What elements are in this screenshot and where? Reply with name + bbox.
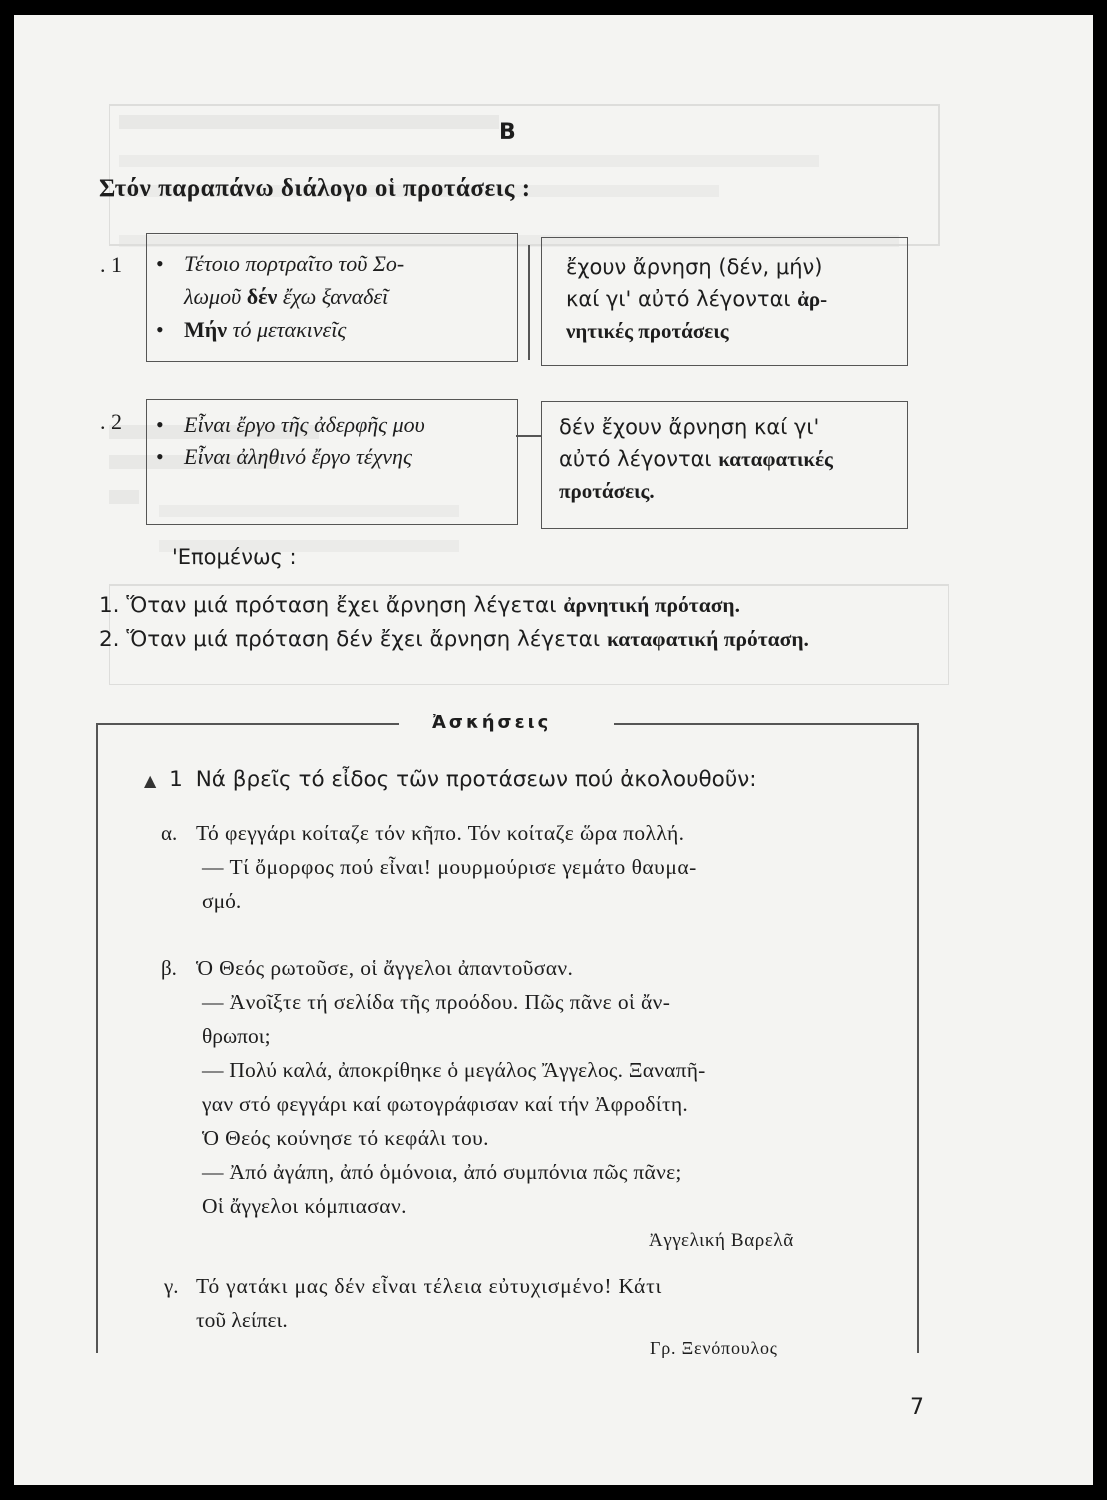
page-number: 7 — [910, 1395, 924, 1420]
item-c-author: Γρ. Ξενόπουλος — [650, 1338, 778, 1358]
exercises-title: Ἀσκήσεις — [432, 712, 552, 733]
item-b-line: — Ἀπό ἀγάπη, ἀπό ὁμόνοια, ἀπό συμπόνια πῶς πᾶνε; — [202, 1160, 682, 1184]
item-b-line: θρωποι; — [202, 1024, 271, 1048]
item-b-line: — Πολύ καλά, ἀποκρίθηκε ὁ μεγάλος Ἄγγελος. Ξαναπῆ- — [202, 1058, 706, 1082]
exercises-top-rule-right — [614, 723, 919, 725]
group2-right-line: αὐτό λέγονται καταφατικές — [559, 447, 833, 471]
group1-connector — [528, 245, 530, 360]
item-c-line: τοῦ λείπει. — [196, 1308, 288, 1332]
item-b-line: Οἱ ἄγγελοι κόμπιασαν. — [202, 1194, 407, 1218]
item-b-line: — Ἀνοῖξτε τή σελίδα τῆς προόδου. Πῶς πᾶνε οἱ ἄν- — [202, 990, 671, 1014]
group2-connector — [516, 435, 541, 437]
rule-number: 1. — [99, 593, 120, 618]
group1-left-text — [156, 247, 404, 346]
rule-2 — [99, 627, 809, 652]
conclusion-heading: 'Επομένως : — [172, 545, 297, 569]
group1-right-line: ἔχουν ἄρνηση (δέν, μήν) — [566, 255, 823, 279]
rule-1 — [99, 593, 740, 618]
exercises-left-border — [96, 723, 98, 1353]
exercise-number: 1 — [169, 767, 183, 792]
item-b-author: Ἀγγελική Βαρελᾶ — [649, 1230, 794, 1251]
item-c-label: γ. — [164, 1274, 179, 1298]
group1-right-line: καί γι' αὐτό λέγονται ἀρ- — [566, 287, 828, 311]
item-b-label: β. — [161, 956, 177, 980]
group1-left-line: • Τέτοιο πορτραῖτο τοῦ Σο- — [156, 251, 405, 276]
section-letter: Β — [499, 120, 516, 145]
exercise-instruction — [144, 767, 757, 792]
group1-right-line: νητικές προτάσεις — [566, 319, 729, 343]
rule-text: Ὅταν μιά πρόταση ἔχει ἄρνηση λέγεται — [126, 593, 557, 618]
group2-left-line: • Εἶναι ἀληθινό ἔργο τέχνης — [156, 444, 412, 469]
rule-text: Ὅταν μιά πρόταση δέν ἔχει ἄρνηση λέγεται — [126, 627, 601, 652]
triangle-icon: ▲ — [144, 771, 157, 790]
exercises-right-border — [917, 723, 919, 1353]
item-a-line: σμό. — [202, 889, 242, 913]
rule-term: ἀρνητική πρόταση. — [563, 593, 740, 617]
item-a-label: α. — [161, 821, 178, 845]
item-b-line: γαν στό φεγγάρι καί φωτογράφισαν καί τήν Ἀφροδίτη. — [202, 1092, 689, 1116]
item-a-line: Τό φεγγάρι κοίταζε τόν κῆπο. Τόν κοίταζε ὥρα πολλή. — [196, 821, 685, 845]
group2-number: . 2 — [100, 409, 122, 434]
group2-left-line: • Εἶναι ἔργο τῆς ἀδερφῆς μου — [156, 412, 425, 437]
group2-left-text — [156, 409, 425, 473]
instruction-text: Νά βρεῖς τό εἶδος τῶν προτάσεων πού ἀκολουθοῦν: — [195, 767, 757, 792]
group2-right-line: προτάσεις. — [559, 479, 655, 503]
item-a-line: — Τί ὄμορφος πού εἶναι! μουρμούρισε γεμάτο θαυμα- — [202, 855, 697, 879]
rule-term: καταφατική πρόταση. — [606, 627, 809, 651]
exercises-top-rule-left — [96, 723, 399, 725]
intro-line: Στόν παραπάνω διάλογο οἱ προτάσεις : — [99, 175, 531, 202]
group1-number: . 1 — [100, 252, 122, 277]
item-c-line: Τό γατάκι μας δέν εἶναι τέλεια εὐτυχισμένο! Κάτι — [196, 1274, 663, 1298]
group1-left-line: λωμοῦ δέν ἔχω ξαναδεῖ — [184, 284, 389, 309]
item-b-line: Ὁ Θεός ρωτοῦσε, οἱ ἄγγελοι ἀπαντοῦσαν. — [196, 956, 574, 980]
rule-number: 2. — [99, 627, 120, 652]
group2-right-text — [559, 411, 833, 507]
group2-right-line: δέν ἔχουν ἄρνηση καί γι' — [559, 415, 820, 439]
group1-right-text — [566, 251, 827, 347]
scanned-page — [14, 15, 1093, 1485]
group1-left-line: • Μήν τό μετακινεῖς — [156, 317, 347, 342]
item-b-line: Ὁ Θεός κούνησε τό κεφάλι του. — [202, 1126, 489, 1150]
